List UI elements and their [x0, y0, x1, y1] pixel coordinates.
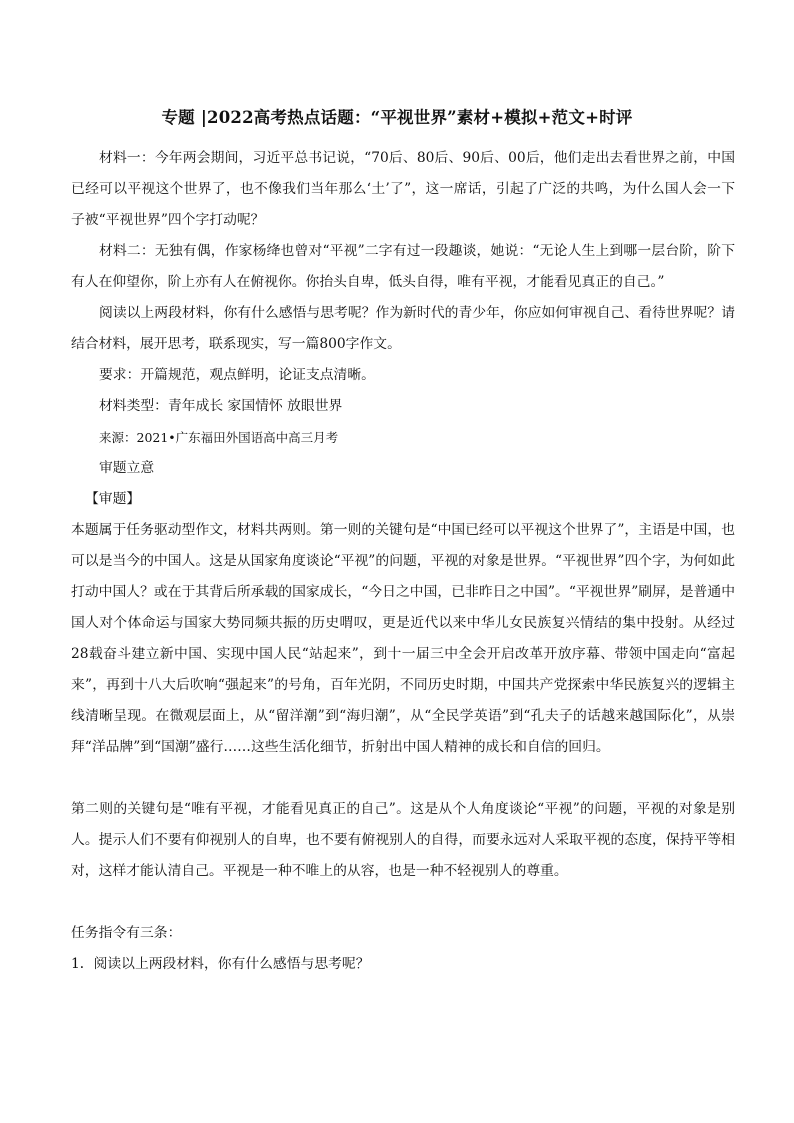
analysis-paragraph-two: 第二则的关键句是“唯有平视，才能看见真正的自己”。这是从个人角度谈论“平视”的问题，平视的对象是别人。提示人们不要有仰视别人的自卑，也不要有俯视别人的自得，而要永远对人采取平视的态度，保持平等相对，这样才能认清自己。平视是一种不唯上的从容，也是一种不轻视别人的尊重。: [71, 801, 735, 879]
essay-prompt-paragraph: 阅读以上两段材料，你有什么感悟与思考呢？作为新时代的青少年，你应如何审视自己、看待世界呢？请结合材料，展开思考，联系现实，写一篇800字作文。: [71, 305, 735, 352]
paragraph-gap: [71, 763, 735, 794]
material-two-paragraph: 材料二：无独有偶，作家杨绛也曾对“平视”二字有过一段趣谈，她说：“无论人生上到哪一层台阶，阶下有人在仰望你，阶上亦有人在俯视你。你抬头自卑，低头自得，唯有平视，才能看见真正的自己。”: [71, 243, 735, 290]
analysis-heading: 【审题】: [85, 491, 141, 507]
source-line: 来源：2021•广东福田外国语高中高三月考: [99, 430, 339, 445]
task-intro-line: 任务指令有三条：: [71, 925, 182, 941]
requirement-line: 要求：开篇规范，观点鲜明，论证支点清晰。: [99, 367, 375, 383]
analysis-paragraph-one: 本题属于任务驱动型作文，材料共两则。第一则的关键句是“中国已经可以平视这个世界了”，主语是中国，也可以是当今的中国人。这是从国家角度谈论“平视”的问题，平视的对象是世界。“平视世界”四个字，为何如此打动中国人？或在于其背后所承载的国家成长，“今日之中国，已非昨日之中国”。“平视世界”刷屏，是普通中国人对个体命运与国家大势同频共振的历史喟叹，更是近代以来中华儿女民族复兴情结的集中投射。从经过28载奋斗建立新中国、实现中国人民“站起来”，到十一届三中全会开启改革开放序幕、带领中国走向“富起来”，再到十八大后吹响“强起来”的号角，百年光阴，不同历史时期，中国共产党探索中华民族复兴的逻辑主线清晰呈现。在微观层面上，从“留洋潮”到“海归潮”，从“全民学英语”到“孔夫子的话越来越国际化”，从崇拜“洋品牌”到“国潮”盛行……这些生活化细节，折射出中国人精神的成长和自信的回归。: [71, 522, 735, 755]
material-type-line: 材料类型：青年成长 家国情怀 放眼世界: [99, 398, 343, 414]
section-heading: 审题立意: [99, 460, 155, 476]
paragraph-gap: [71, 887, 735, 918]
material-one-paragraph: 材料一：今年两会期间，习近平总书记说，“70后、80后、90后、00后，他们走出去看世界之前，中国已经可以平视这个世界了，也不像我们当年那么‘土’了”，这一席话，引起了广泛的共鸣，为什么国人会一下子被“平视世界”四个字打动呢？: [71, 150, 735, 228]
document-body: [71, 143, 735, 980]
task-item-one: 1．阅读以上两段材料，你有什么感悟与思考呢？: [71, 956, 370, 972]
page-title: 专题 |2022高考热点话题：“平视世界”素材+模拟+范文+时评: [161, 108, 633, 127]
